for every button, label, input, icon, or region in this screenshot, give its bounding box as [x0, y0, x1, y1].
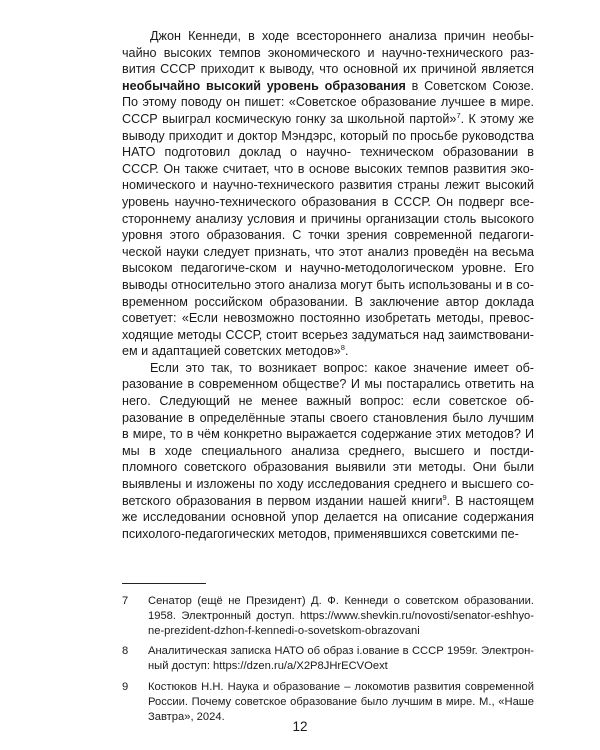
footnote-divider [122, 583, 206, 584]
footnote-ref-9[interactable]: 9 [442, 492, 447, 502]
footnote-7 [122, 594, 534, 638]
paragraph-1-text-b: в Советском Союзе. По этому поводу он пишет: «Советское образование лучшее в мире. СССР выиграл космическую гонку за школьной партой» [122, 78, 534, 126]
paragraph-1-text-d: . [344, 344, 349, 359]
footnote-number: 7 [122, 595, 129, 607]
footnote-text: Аналитическая записка НАТО об образ i.ование в СССР 1959г. Электронный доступ: https://dzen.ru/a/X2P8JHrECVOext [148, 645, 534, 673]
footnote-ref-7[interactable]: 7 [456, 110, 461, 120]
paragraph-1-text-a: Джон Кеннеди, в ходе всестороннего анализа причин необычайно высоких темпов экономического и научно-технического развития СССР приходит к выводу, что основной их причиной является [122, 29, 534, 77]
page-number: 12 [292, 719, 308, 734]
paragraph-2-text-b: . В настоящем же исследовании основной упор делается на описание содержания психолого-педагогических методов, применявшихся советскими пе- [122, 493, 534, 541]
bold-phrase: необычайно высокий уровень образования [122, 78, 406, 93]
paragraph-2-text-a: Если это так, то возникает вопрос: какое значение имеет образование в современном обществе? И мы постарались ответить на него. Следующий не менее важный вопрос: если советское образование в определённые этапы своего становления было лучшим в мире, то в чём конкретно выражается содержание этих методов? И мы в ходе специального анализа среднего, высшего и постдипломного советского образования выявили эти методы. Они были выявлены и изложены по ходу исследования среднего и высшего советского образования в первом издании нашей книги [122, 360, 534, 508]
footnote-ref-8[interactable]: 8 [340, 343, 345, 353]
footnote-9 [122, 680, 534, 724]
footnote-number: 9 [122, 680, 129, 693]
footnotes [122, 594, 534, 730]
footnote-text: Сенатор (ещё не Президент) Д. Ф. Кеннеди о советском образовании. 1958. Электронный доступ. https://www.shevkin.ru/novosti/senator-eshhyo-ne-prezident-dzhon-f-kennedi-o-sovetskom-obrazovani [148, 595, 534, 637]
footnote-8 [122, 644, 534, 674]
footnote-text: Костюков Н.Н. Наука и образование – локомотив развития современной России. Почему советское образование было лучшим в мире. М., «Наше Завтра», 2024. [148, 680, 534, 723]
paragraph-1-text-c: . К этому же выводу приходит и доктор Мэндэрс, который по просьбе руководства НАТО подготовил доклад о научно- техническом образовании в СССР. Он также считает, что в основе высоких темпов развития экономического и научно-технического развития страны лежит высокий уровень научно-технического образования в СССР. Он подверг всестороннему анализу условия и причины организации столь высокого уровня этого образования. С точки зрения современной педагогической науки следует признать, что этот анализ проведён на весьма высоком педагогиче-ском и научно-методологическом уровне. Его выводы относительно этого анализа могут быть использованы и в современном российском образовании. В заключение автор доклада советует: «Если невозможно постоянно изобретать методы, превосходящие методы СССР, стоит всерьез задуматься над заимствованием и адаптацией советских методов» [122, 111, 535, 359]
paragraph-1 [122, 28, 534, 360]
main-text [122, 28, 534, 542]
footnote-number: 8 [122, 645, 129, 658]
paragraph-2 [122, 360, 534, 543]
